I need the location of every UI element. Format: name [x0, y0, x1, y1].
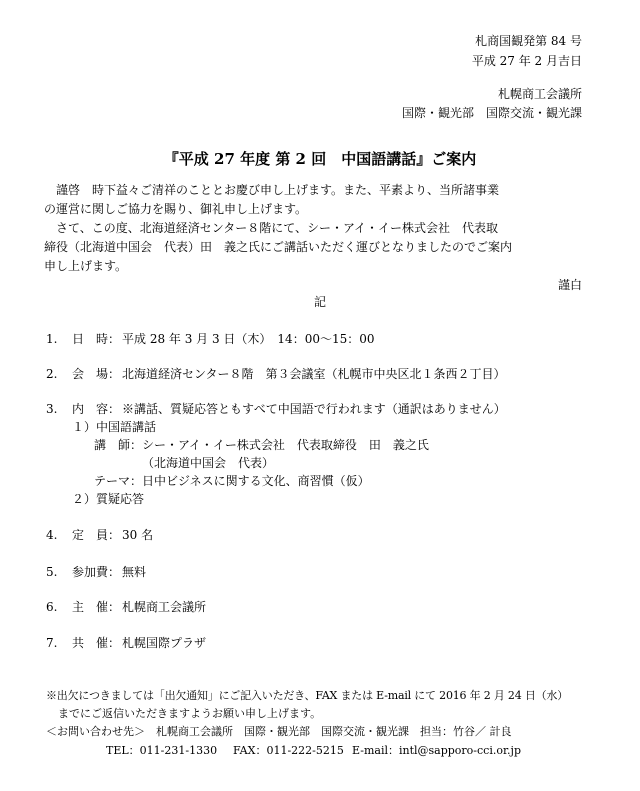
item-capacity-value: 30 名: [122, 528, 154, 542]
content-sub-qa: ２）質疑応答: [72, 492, 145, 506]
item-fee-number: 5.: [46, 565, 58, 579]
contact-tel: TEL：011-231-1330: [106, 744, 218, 757]
doc-number: 札商国観発第 84 号: [475, 34, 582, 48]
sender-org: 札幌商工会議所: [497, 87, 582, 101]
footer-note: ※出欠につきましては「出欠通知」にご記入いただき、FAX または E-mail にて 2016 年 2 月 24 日（水）: [46, 689, 569, 702]
body-line: 申し上げます。: [44, 259, 128, 273]
item-fee-value: 無料: [122, 565, 147, 579]
content-speaker-affiliation: （北海道中国会 代表）: [142, 456, 275, 470]
item-content-number: 3.: [46, 402, 58, 416]
content-speaker: 講 師：シー・アイ・イー株式会社 代表取締役 田 義之氏: [94, 438, 429, 452]
item-date-value: 平成 28 年 3 月 3 日（木） 14：00～15：00: [122, 332, 375, 346]
item-venue-value: 北海道経済センター８階 第３会議室（札幌市中央区北１条西２丁目）: [122, 367, 506, 381]
item-date-number: 1.: [46, 332, 58, 346]
body-line: 謹啓 時下益々ご清祥のこととお慶び申し上げます。また、平素より、当所諸事業: [44, 183, 500, 197]
item-content-value: ※講話、質疑応答ともすべて中国語で行われます（通訳はありません）: [122, 402, 506, 416]
item-capacity-label: 定 員：: [72, 528, 121, 542]
item-venue-label: 会 場：: [72, 367, 121, 381]
item-host-number: 6.: [46, 600, 58, 614]
item-host-value: 札幌商工会議所: [122, 600, 207, 614]
item-capacity-number: 4.: [46, 528, 58, 542]
item-date-label: 日 時：: [72, 332, 121, 346]
footer-note: までにご返信いただきますようお願い申し上げます。: [58, 707, 322, 720]
content-sub-lecture: １）中国語講話: [72, 420, 157, 434]
closing-word: 謹白: [557, 278, 582, 292]
item-venue-number: 2.: [46, 367, 58, 381]
contact-fax: FAX：011-222-5215: [233, 744, 344, 757]
contact-info: ＜お問い合わせ先＞ 札幌商工会議所 国際・観光部 国際交流・観光課 担当：竹谷／ 計良: [46, 725, 512, 738]
item-cohost-label: 共 催：: [72, 636, 121, 650]
ki-mark: 記: [313, 295, 326, 309]
item-host-label: 主 催：: [72, 600, 121, 614]
page-title: 『平成 27 年度 第 2 回 中国語講話』ご案内: [163, 150, 477, 168]
contact-email: E-mail：intl@sapporo-cci.or.jp: [352, 744, 521, 757]
body-line: 締役（北海道中国会 代表）田 義之氏にご講話いただく運びとなりましたのでご案内: [44, 240, 513, 254]
item-fee-label: 参加費：: [72, 565, 121, 579]
item-content-label: 内 容：: [72, 402, 121, 416]
doc-date: 平成 27 年 2 月吉日: [471, 54, 582, 68]
body-line: さて、この度、北海道経済センター８階にて、シー・アイ・イー株式会社 代表取: [44, 221, 498, 235]
content-theme: テーマ：日中ビジネスに関する文化、商習慣（仮）: [94, 474, 370, 488]
item-cohost-number: 7.: [46, 636, 58, 650]
item-cohost-value: 札幌国際プラザ: [122, 636, 207, 650]
body-line: の運営に関しご協力を賜り、御礼申し上げます。: [44, 202, 308, 216]
sender-dept: 国際・観光部 国際交流・観光課: [401, 106, 582, 120]
